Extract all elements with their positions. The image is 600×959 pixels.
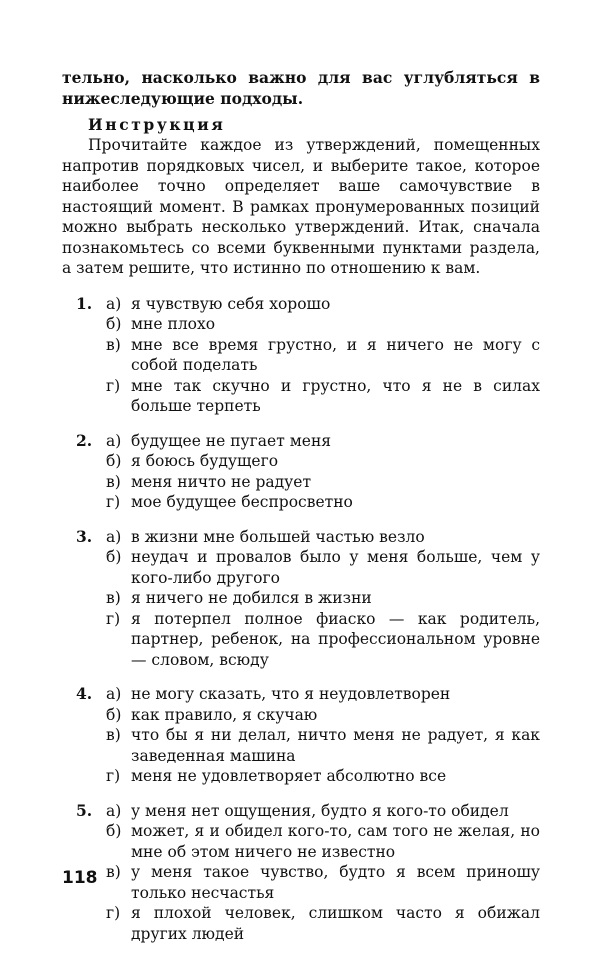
- option-letter: а): [106, 294, 122, 313]
- option-text: что бы я ни делал, ничто меня не радует, я как заведенная машина: [131, 726, 540, 765]
- question-number: 4.: [76, 684, 93, 703]
- option-g: [106, 903, 540, 944]
- question-number: 1.: [76, 293, 93, 313]
- option-b: [106, 547, 540, 588]
- option-letter: в): [106, 472, 121, 491]
- option-letter: г): [106, 767, 121, 785]
- option-text: у меня нет ощущения, будто я кого-то обидел: [131, 801, 509, 820]
- option-text: не могу сказать, что я неудовлетворен: [131, 685, 451, 703]
- question-options: [106, 527, 540, 671]
- instructions-heading: Инструкция: [88, 115, 226, 134]
- option-a: [106, 527, 540, 548]
- option-letter: б): [106, 315, 122, 333]
- option-g: [106, 609, 540, 671]
- option-text: у меня такое чувство, будто я всем приношу только несчастья: [131, 863, 540, 902]
- option-a: [106, 684, 540, 705]
- option-g: [106, 766, 540, 787]
- option-letter: б): [106, 452, 122, 470]
- option-letter: в): [106, 726, 121, 744]
- option-text: я чувствую себя хорошо: [131, 294, 331, 313]
- option-letter: б): [106, 822, 122, 840]
- option-letter: г): [106, 376, 121, 395]
- option-v: [106, 335, 540, 376]
- question-1: [62, 294, 540, 417]
- option-a: [106, 294, 540, 315]
- option-b: [106, 705, 540, 726]
- page-number: 118: [62, 868, 98, 888]
- option-text: мне так скучно и грустно, что я не в силах больше терпеть: [131, 376, 540, 415]
- questionnaire: [62, 294, 540, 945]
- option-letter: б): [106, 548, 122, 566]
- option-a: [106, 431, 540, 452]
- question-options: [106, 431, 540, 513]
- option-v: [106, 588, 540, 609]
- option-letter: б): [106, 705, 122, 724]
- question-5: [62, 801, 540, 945]
- option-b: [106, 451, 540, 472]
- option-text: мне плохо: [131, 315, 216, 333]
- question-3: [62, 527, 540, 671]
- option-text: мне все время грустно, и я ничего не могу с собой поделать: [131, 335, 540, 374]
- option-text: неудач и провалов было у меня больше, чем у кого-либо другого: [131, 548, 540, 587]
- option-letter: а): [106, 685, 122, 703]
- option-b: [106, 314, 540, 335]
- option-letter: г): [106, 609, 121, 628]
- option-text: меня ничто не радует: [131, 472, 312, 491]
- option-letter: в): [106, 863, 121, 881]
- option-letter: а): [106, 801, 122, 820]
- lead-paragraph: тельно, насколько важно для вас углубляться в нижеследующие подходы.: [62, 68, 540, 108]
- question-options: [106, 684, 540, 787]
- option-g: [106, 492, 540, 513]
- option-letter: а): [106, 527, 122, 546]
- option-v: [106, 472, 540, 493]
- page-content: [62, 68, 540, 958]
- option-letter: г): [106, 904, 121, 922]
- question-number: 2.: [76, 430, 93, 450]
- question-options: [106, 294, 540, 417]
- option-text: меня не удовлетворяет абсолютно все: [131, 767, 447, 785]
- option-letter: в): [106, 589, 121, 607]
- option-text: я потерпел полное фиаско — как родитель, партнер, ребенок, на профессиональном уровне — словом, всюду: [131, 609, 540, 669]
- option-text: мое будущее беспросветно: [131, 493, 353, 511]
- option-letter: г): [106, 493, 121, 511]
- question-number: 3.: [76, 526, 93, 546]
- option-letter: а): [106, 431, 122, 450]
- option-v: [106, 725, 540, 766]
- option-text: может, я и обидел кого-то, сам того не желая, но мне об этом ничего не известно: [131, 822, 540, 861]
- option-g: [106, 376, 540, 417]
- option-text: я боюсь будущего: [131, 452, 279, 470]
- option-letter: в): [106, 335, 121, 354]
- option-text: в жизни мне большей частью везло: [131, 527, 425, 546]
- question-2: [62, 431, 540, 513]
- option-b: [106, 821, 540, 862]
- question-options: [106, 801, 540, 945]
- option-text: я ничего не добился в жизни: [131, 589, 372, 607]
- option-text: я плохой человек, слишком часто я обижал других людей: [131, 904, 540, 943]
- question-4: [62, 684, 540, 787]
- instructions-paragraph: Прочитайте каждое из утверждений, помещенных напротив порядковых чисел, и выберите такое, которое наиболее точно определяет ваше самочувствие в настоящий момент. В рамках пронумерованных позиций можно выбрать несколько утверждений. Итак, сначала познакомьтесь со всеми буквенными пунктами раздела, а затем решите, что истинно по отношению к вам.: [62, 136, 540, 277]
- option-a: [106, 801, 540, 822]
- option-v: [106, 862, 540, 903]
- option-text: как правило, я скучаю: [131, 705, 318, 724]
- question-number: 5.: [76, 800, 93, 820]
- option-text: будущее не пугает меня: [131, 431, 332, 450]
